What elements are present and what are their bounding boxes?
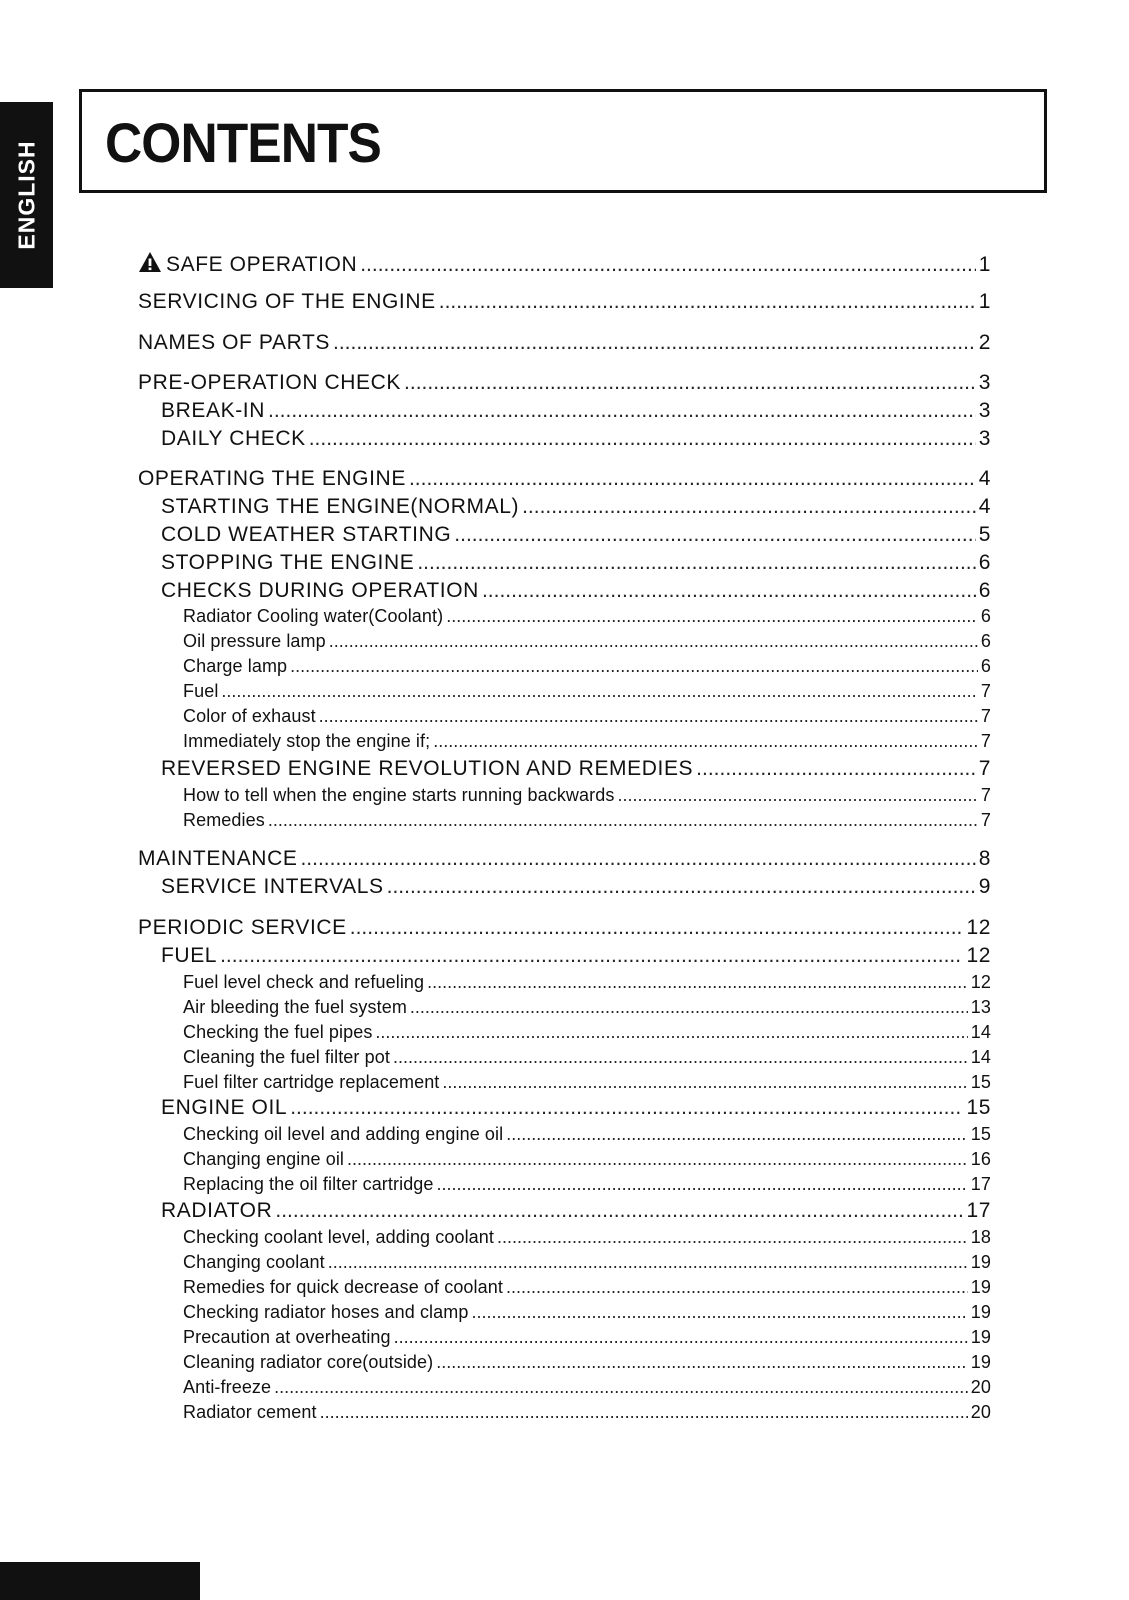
toc-entry xyxy=(138,1328,991,1346)
toc-dot-leader xyxy=(696,758,976,779)
toc-entry-text: DAILY CHECK xyxy=(161,427,306,450)
toc-entry-page: 17 xyxy=(970,1174,991,1194)
toc-entry xyxy=(138,632,991,650)
toc-dot-leader xyxy=(333,332,976,353)
toc-entry-page: 17 xyxy=(966,1199,991,1222)
toc-entry-label xyxy=(161,1097,287,1118)
toc-entry-label xyxy=(138,291,436,312)
toc-entry-label xyxy=(183,1328,391,1346)
toc-entry-text: MAINTENANCE xyxy=(138,847,298,870)
toc-entry-text: COLD WEATHER STARTING xyxy=(161,523,452,546)
toc-entry-text: FUEL xyxy=(161,944,218,967)
toc-entry-label xyxy=(183,1150,344,1168)
toc-entry-label xyxy=(183,1073,439,1091)
toc-entry xyxy=(138,917,991,938)
toc-entry-text: PRE-OPERATION CHECK xyxy=(138,371,402,394)
toc-entry xyxy=(138,1023,991,1041)
toc-entry-page: 7 xyxy=(980,731,991,751)
toc-entry-text: REVERSED ENGINE REVOLUTION AND REMEDIES xyxy=(161,757,694,780)
toc-entry-label xyxy=(161,552,414,573)
toc-entry-text: RADIATOR xyxy=(161,1199,273,1222)
toc-entry-label xyxy=(183,732,430,750)
toc-entry-label xyxy=(183,1253,325,1271)
toc-entry-text: Fuel filter cartridge replacement xyxy=(183,1072,440,1092)
toc-entry-page: 7 xyxy=(980,706,991,726)
toc-entry xyxy=(138,876,991,897)
toc-entry-label xyxy=(161,428,306,449)
toc-entry-page: 7 xyxy=(978,757,991,780)
toc-entry-page: 18 xyxy=(970,1227,991,1247)
toc-entry xyxy=(138,1097,991,1118)
toc-entry-text: BREAK-IN xyxy=(161,399,265,422)
toc-entry xyxy=(138,1303,991,1321)
toc-dot-leader xyxy=(439,291,976,312)
toc-entry-label xyxy=(183,1175,434,1193)
toc-entry-label xyxy=(183,657,287,675)
toc-entry-text: Anti-freeze xyxy=(183,1377,272,1397)
toc-entry-text: Precaution at overheating xyxy=(183,1327,391,1347)
toc-entry xyxy=(138,1228,991,1246)
toc-entry-page: 8 xyxy=(978,847,991,870)
toc-entry xyxy=(138,468,991,489)
toc-dot-leader xyxy=(522,496,976,517)
toc-entry xyxy=(138,1278,991,1296)
toc-entry-label xyxy=(161,876,384,897)
toc-entry-label xyxy=(183,1125,503,1143)
page-footer-bar xyxy=(0,1562,200,1600)
toc-entry-page: 19 xyxy=(970,1327,991,1347)
page-title: CONTENTS xyxy=(105,111,381,174)
toc-dot-leader xyxy=(274,1378,968,1396)
toc-entry-label xyxy=(138,468,406,489)
toc-dot-leader xyxy=(433,732,978,750)
toc-entry-text: Changing engine oil xyxy=(183,1149,345,1169)
toc-dot-leader xyxy=(268,811,978,829)
toc-dot-leader xyxy=(309,428,976,449)
toc-entry-label xyxy=(183,1378,271,1396)
toc-entry-label xyxy=(183,1278,503,1296)
toc-entry-page: 15 xyxy=(966,1096,991,1119)
toc-dot-leader xyxy=(347,1150,968,1168)
toc-entry-text: STARTING THE ENGINE(NORMAL) xyxy=(161,495,520,518)
toc-entry-page: 5 xyxy=(978,523,991,546)
toc-entry-label xyxy=(138,251,357,275)
toc-entry xyxy=(138,1048,991,1066)
toc-entry-page: 6 xyxy=(978,579,991,602)
toc-entry-page: 4 xyxy=(978,467,991,490)
toc-entry-page: 7 xyxy=(980,785,991,805)
toc-entry-text: SERVICE INTERVALS xyxy=(161,875,384,898)
toc-entry-page: 1 xyxy=(978,253,991,276)
toc-entry-page: 6 xyxy=(980,606,991,626)
toc-entry-label xyxy=(161,580,479,601)
toc-entry-page: 4 xyxy=(978,495,991,518)
toc-entry-label xyxy=(183,1048,390,1066)
toc-entry xyxy=(138,732,991,750)
toc-entry-text: Checking radiator hoses and clamp xyxy=(183,1302,469,1322)
toc-dot-leader xyxy=(436,1353,968,1371)
toc-entry-text: Radiator Cooling water(Coolant) xyxy=(183,606,444,626)
toc-entry xyxy=(138,496,991,517)
toc-entry xyxy=(138,786,991,804)
toc-entry-label xyxy=(138,372,401,393)
toc-entry xyxy=(138,1073,991,1091)
toc-dot-leader xyxy=(506,1278,968,1296)
toc-dot-leader xyxy=(471,1303,967,1321)
toc-entry xyxy=(138,811,991,829)
toc-dot-leader xyxy=(320,1403,968,1421)
toc-entry-label xyxy=(183,1228,494,1246)
toc-entry-text: PERIODIC SERVICE xyxy=(138,916,347,939)
toc-dot-leader xyxy=(506,1125,968,1143)
toc-entry-text: Checking oil level and adding engine oil xyxy=(183,1124,504,1144)
language-tab xyxy=(0,102,53,288)
toc-entry xyxy=(138,1125,991,1143)
toc-entry xyxy=(138,945,991,966)
toc-entry-page: 7 xyxy=(980,681,991,701)
toc-entry xyxy=(138,657,991,675)
toc-entry-page: 3 xyxy=(978,427,991,450)
toc-entry-page: 13 xyxy=(970,997,991,1017)
toc-entry-page: 15 xyxy=(970,1124,991,1144)
toc-entry-text: Color of exhaust xyxy=(183,706,316,726)
toc-entry-label xyxy=(161,524,451,545)
toc-entry-page: 3 xyxy=(978,399,991,422)
toc-dot-leader xyxy=(482,580,976,601)
toc-entry-page: 6 xyxy=(980,656,991,676)
toc-dot-leader xyxy=(275,1200,963,1221)
toc-entry-label xyxy=(161,758,693,779)
toc-dot-leader xyxy=(617,786,977,804)
toc-entry-label xyxy=(183,811,265,829)
toc-entry-text: Checking coolant level, adding coolant xyxy=(183,1227,495,1247)
toc-entry-page: 7 xyxy=(980,810,991,830)
toc-entry xyxy=(138,1150,991,1168)
toc-entry-page: 14 xyxy=(970,1022,991,1042)
toc-entry-label xyxy=(161,496,519,517)
toc-entry-label xyxy=(138,332,330,353)
title-box xyxy=(79,89,1047,193)
toc-dot-leader xyxy=(375,1023,967,1041)
toc-entry xyxy=(138,848,991,869)
toc-entry-text: NAMES OF PARTS xyxy=(138,331,330,354)
toc-dot-leader xyxy=(350,917,964,938)
toc-entry xyxy=(138,1175,991,1193)
toc-entry-page: 16 xyxy=(970,1149,991,1169)
toc-entry-text: Oil pressure lamp xyxy=(183,631,326,651)
toc-entry-page: 19 xyxy=(970,1352,991,1372)
toc-entry-page: 12 xyxy=(966,944,991,967)
toc-entry xyxy=(138,1353,991,1371)
toc-entry xyxy=(138,1403,991,1421)
toc-entry xyxy=(138,1378,991,1396)
toc-dot-leader xyxy=(394,1328,968,1346)
toc-entry-label xyxy=(183,607,443,625)
toc-entry-label xyxy=(161,1200,272,1221)
toc-entry xyxy=(138,580,991,601)
toc-entry-text: OPERATING THE ENGINE xyxy=(138,467,406,490)
toc-dot-leader xyxy=(393,1048,968,1066)
toc-entry-text: Fuel xyxy=(183,681,219,701)
toc-entry-text: How to tell when the engine starts running backwards xyxy=(183,785,615,805)
toc-entry-label xyxy=(183,1353,433,1371)
toc-entry xyxy=(138,524,991,545)
toc-entry-text: SERVICING OF THE ENGINE xyxy=(138,290,436,313)
toc-entry xyxy=(138,372,991,393)
toc-entry-page: 3 xyxy=(978,371,991,394)
toc-entry-text: Air bleeding the fuel system xyxy=(183,997,407,1017)
toc-entry-text: Fuel level check and refueling xyxy=(183,972,425,992)
toc-entry-page: 9 xyxy=(978,875,991,898)
toc-entry-label xyxy=(183,973,424,991)
toc-dot-leader xyxy=(437,1175,968,1193)
toc-entry xyxy=(138,607,991,625)
toc-dot-leader xyxy=(328,1253,968,1271)
toc-entry-text: Cleaning the fuel filter pot xyxy=(183,1047,390,1067)
toc-dot-leader xyxy=(221,682,977,700)
toc-entry-page: 20 xyxy=(970,1402,991,1422)
toc-entry-label xyxy=(183,1403,317,1421)
toc-entry-label xyxy=(161,945,217,966)
toc-entry xyxy=(138,428,991,449)
toc-entry-label xyxy=(183,707,316,725)
toc-dot-leader xyxy=(290,657,978,675)
toc-entry xyxy=(138,758,991,779)
toc-entry-text: Radiator cement xyxy=(183,1402,317,1422)
toc-entry-page: 6 xyxy=(980,631,991,651)
toc-dot-leader xyxy=(427,973,968,991)
toc-entry-text: Changing coolant xyxy=(183,1252,325,1272)
toc-entry-text: Remedies xyxy=(183,810,265,830)
toc-dot-leader xyxy=(220,945,963,966)
toc-entry-text: Checking the fuel pipes xyxy=(183,1022,373,1042)
toc-entry-page: 1 xyxy=(978,290,991,313)
toc-dot-leader xyxy=(497,1228,968,1246)
toc-entry xyxy=(138,1200,991,1221)
toc-entry-page: 12 xyxy=(970,972,991,992)
toc-entry xyxy=(138,998,991,1016)
toc-dot-leader xyxy=(454,524,975,545)
toc-entry-page: 19 xyxy=(970,1302,991,1322)
toc-entry-page: 12 xyxy=(966,916,991,939)
toc-dot-leader xyxy=(290,1097,963,1118)
toc-entry xyxy=(138,682,991,700)
toc-entry xyxy=(138,251,991,275)
toc-entry-text: Cleaning radiator core(outside) xyxy=(183,1352,434,1372)
toc-dot-leader xyxy=(409,468,976,489)
toc-entry xyxy=(138,973,991,991)
toc-entry-text: Immediately stop the engine if; xyxy=(183,731,431,751)
toc-entry-text: STOPPING THE ENGINE xyxy=(161,551,415,574)
toc-entry-text: Replacing the oil filter cartridge xyxy=(183,1174,434,1194)
toc-dot-leader xyxy=(404,372,976,393)
toc-entry-page: 19 xyxy=(970,1252,991,1272)
toc-dot-leader xyxy=(446,607,978,625)
toc-entry-label xyxy=(183,632,326,650)
toc-dot-leader xyxy=(319,707,978,725)
toc-dot-leader xyxy=(410,998,968,1016)
toc-entry-text: Charge lamp xyxy=(183,656,288,676)
toc-entry xyxy=(138,552,991,573)
toc-entry xyxy=(138,707,991,725)
toc-entry-page: 19 xyxy=(970,1277,991,1297)
toc-entry-page: 2 xyxy=(978,331,991,354)
toc-entry-label xyxy=(183,998,407,1016)
toc-entry-label xyxy=(138,917,347,938)
toc-dot-leader xyxy=(329,632,978,650)
toc-entry-page: 15 xyxy=(970,1072,991,1092)
toc-entry-label xyxy=(161,400,265,421)
toc-entry-text: CHECKS DURING OPERATION xyxy=(161,579,479,602)
language-tab-label: ENGLISH xyxy=(13,140,39,250)
toc-dot-leader xyxy=(387,876,976,897)
warning-icon xyxy=(138,251,162,273)
toc-dot-leader xyxy=(417,552,975,573)
toc-dot-leader xyxy=(300,848,975,869)
toc-entry-label xyxy=(183,682,218,700)
toc-dot-leader xyxy=(360,254,976,275)
toc-entry-text: Remedies for quick decrease of coolant xyxy=(183,1277,503,1297)
toc-entry-page: 14 xyxy=(970,1047,991,1067)
toc-dot-leader xyxy=(268,400,976,421)
toc-entry-label xyxy=(183,1303,468,1321)
toc-entry-text: SAFE OPERATION xyxy=(166,253,358,276)
toc-entry xyxy=(138,1253,991,1271)
toc-dot-leader xyxy=(442,1073,967,1091)
toc-entry xyxy=(138,332,991,353)
toc-entry-label xyxy=(183,786,614,804)
toc-entry-text: ENGINE OIL xyxy=(161,1096,288,1119)
toc-entry-page: 20 xyxy=(970,1377,991,1397)
toc-entry-label xyxy=(183,1023,372,1041)
toc-entry-label xyxy=(138,848,297,869)
toc-entry xyxy=(138,400,991,421)
toc-entry xyxy=(138,291,991,312)
toc-entry-page: 6 xyxy=(978,551,991,574)
